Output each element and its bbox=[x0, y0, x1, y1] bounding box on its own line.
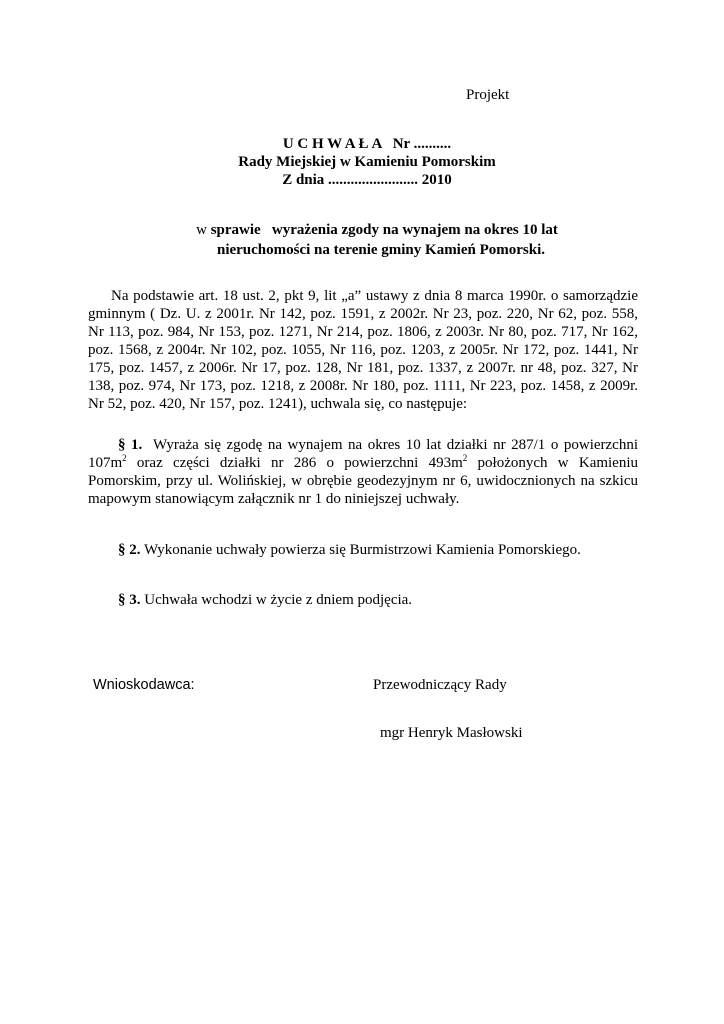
section-2 bbox=[118, 541, 638, 559]
subject-line-2: nieruchomości na terenie gminy Kamień Pomorski. bbox=[216, 242, 546, 258]
title-line-2: Rady Miejskiej w Kamieniu Pomorskim bbox=[238, 154, 496, 170]
council-chair-label: Przewodniczący Rady bbox=[373, 677, 507, 693]
resolution-title bbox=[0, 135, 724, 189]
subject-line-1 bbox=[0, 220, 724, 240]
resolution-subject bbox=[0, 220, 724, 260]
chair-name: mgr Henryk Masłowski bbox=[380, 725, 523, 741]
section-3 bbox=[118, 591, 638, 609]
subject-prefix: w bbox=[196, 222, 211, 238]
section-2-text: Wykonanie uchwały powierza się Burmistrzowi Kamienia Pomorskiego. bbox=[140, 542, 581, 558]
section-1-label: § 1. bbox=[118, 437, 143, 453]
title-line-1: U C H W A Ł A Nr .......... bbox=[282, 136, 452, 152]
section-2-label: § 2. bbox=[118, 542, 141, 558]
section-1-text-c: położonych w Kamieniu Pomorskim, przy ul. Wolińskiej, w obrębie geodezyjnym nr 6, uwidocznionych na szkicu mapowym stanowiącym załącznik nr 1 do niniejszej uchwały. bbox=[88, 455, 639, 507]
section-1-sup-b: 2 bbox=[462, 453, 468, 463]
project-label: Projekt bbox=[466, 87, 510, 103]
section-1-text-b: oraz części działki nr 286 o powierzchni 493m bbox=[126, 455, 463, 471]
subject-line-1-bold: sprawie wyrażenia zgody na wynajem na okres 10 lat bbox=[210, 222, 558, 238]
section-1 bbox=[88, 436, 642, 508]
legal-basis-paragraph: Na podstawie art. 18 ust. 2, pkt 9, lit „a” ustawy z dnia 8 marca 1990r. o samorządzie gminnym ( Dz. U. z 2001r. Nr 142, poz. 1591, z 2002r. Nr 23, poz. 220, Nr 62, poz. 558, Nr 113, poz. 984, Nr 153, poz. 1271, Nr 214, poz. 1806, z 2003r. Nr 80, poz. 717, Nr 162, poz. 1568, z 2004r. Nr 102, poz. 1055, Nr 116, poz. 1203, z 2005r. Nr 172, poz. 1441, Nr 175, poz. 1457, z 2006r. Nr 17, poz. 128, Nr 181, poz. 1337, z 2007r. nr 48, poz. 327, Nr 138, poz. 974, Nr 173, poz. 1218, z 2008r. Nr 180, poz. 1111, Nr 223, poz. 1458, z 2009r. Nr 52, poz. 420, Nr 157, poz. 1241), uchwala się, co następuje: bbox=[88, 288, 638, 412]
section-1-text-a: Wyraża się zgodę na wynajem na okres 10 lat działki nr 287/1 o powierzchni 107m bbox=[88, 437, 642, 471]
section-1-sup-a: 2 bbox=[122, 453, 127, 463]
title-line-3: Z dnia ........................ 2010 bbox=[282, 172, 452, 188]
applicant-label: Wnioskodawca: bbox=[93, 677, 195, 693]
section-3-text: Uchwała wchodzi w życie z dniem podjęcia. bbox=[140, 592, 413, 608]
section-3-label: § 3. bbox=[118, 592, 141, 608]
